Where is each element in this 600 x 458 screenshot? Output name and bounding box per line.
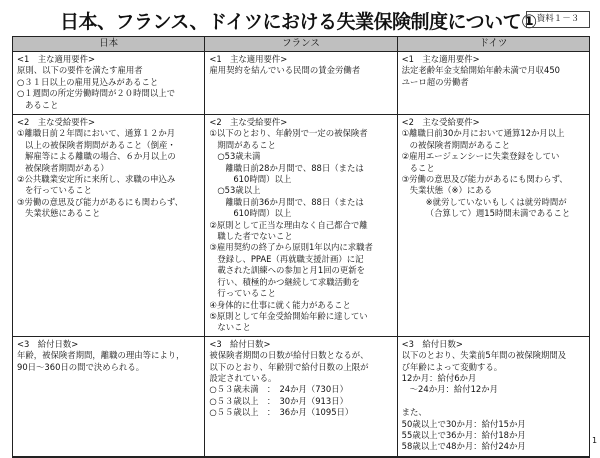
- text-line: また、: [401, 407, 427, 418]
- text-line: ②公共職業安定所に来所し、求職の申込み: [17, 174, 176, 185]
- text-line: 55歳以上で36か月：給付18か月: [401, 429, 526, 440]
- document-badge: 資料１－３: [526, 11, 590, 28]
- text-line: ユーロ超の労働者: [401, 76, 469, 87]
- section-heading: <2 主な受給要件>: [17, 117, 95, 127]
- text-line: 離職日前36か月間で、88日（または: [225, 196, 364, 207]
- cell-germany: [397, 336, 589, 457]
- cell-france: [205, 52, 397, 115]
- page-title: 日本、フランス、ドイツにおける失業保険制度について①: [60, 11, 537, 33]
- text-line: ④身体的に仕事に就く能力があること: [209, 299, 351, 310]
- text-line: ②雇用エージェンシーに失業登録をしてい: [401, 151, 560, 162]
- text-line: ○５３歳以上 ： 30か月（913日）: [209, 395, 348, 406]
- column-header-germany: ドイツ: [397, 37, 589, 52]
- section-heading: <1 主な適用要件>: [401, 54, 480, 64]
- section-heading: <2 主な受給要件>: [209, 117, 288, 127]
- text-line: 被保険者期間がある）: [25, 162, 109, 173]
- text-line: ○３１日以上の雇用見込みがあること: [17, 76, 159, 87]
- text-line: ないこと: [217, 322, 251, 333]
- section-heading: <3 給付日数>: [401, 338, 463, 349]
- text-line: び年齢によって変動する。: [401, 361, 503, 372]
- text-line: あること: [25, 99, 59, 110]
- section-heading: <3 給付日数>: [17, 338, 79, 349]
- text-line: ○53歳未満: [217, 151, 261, 162]
- text-line: ①離職日前30か月において通算12か月以上: [401, 128, 565, 139]
- row-benefit-requirements: [13, 115, 590, 337]
- text-line: 設定されている。: [209, 372, 277, 383]
- text-line: 90日～360日の間で決められる。: [17, 361, 145, 372]
- cell-germany: [397, 52, 589, 115]
- column-header-france: フランス: [205, 37, 397, 52]
- text-line: ○53歳以上: [217, 185, 261, 196]
- text-line: 610時間）以上: [233, 174, 292, 185]
- text-line: の被保険者期間があること: [409, 139, 511, 150]
- text-line: 50歳以上で30か月：給付15か月: [401, 418, 526, 429]
- text-line: 離職日前28か月間で、88日（または: [225, 162, 364, 173]
- cell-japan: [13, 336, 205, 457]
- text-line: 58歳以上で48か月：給付24か月: [401, 441, 526, 452]
- text-line: ③労働の意思及び能力があるにも関わらず、: [17, 196, 183, 207]
- text-line: ること: [409, 162, 435, 173]
- text-line: 610時間）以上: [233, 208, 292, 219]
- text-line: 載された訓練への参加と月1回の更新を: [217, 265, 366, 276]
- text-line: 雇用契約を結んでいる民間の賃金労働者: [209, 65, 361, 76]
- text-line: （合算して）週15時間未満であること: [425, 208, 571, 219]
- text-line: ※就労していないもしくは就労時間が: [425, 196, 567, 207]
- cell-japan: [13, 52, 205, 115]
- section-heading: <1 主な適用要件>: [209, 54, 288, 64]
- text-line: ①以下のとおり、年齢別で一定の被保険者: [209, 128, 368, 139]
- text-line: を行っていること: [25, 185, 92, 196]
- header-row: [13, 37, 590, 52]
- text-line: 失業状態（※）にある: [409, 185, 493, 196]
- text-line: 行っていること: [217, 288, 276, 299]
- text-line: 期間があること: [217, 139, 276, 150]
- text-line: ～24か月：給付12か月: [409, 384, 498, 395]
- section-heading: <2 主な受給要件>: [401, 117, 480, 127]
- text-line: ○５３歳未満 ： 24か月（730日）: [209, 384, 348, 395]
- text-line: 解雇等による離職の場合、６か月以上の: [25, 151, 176, 162]
- text-line: ○１週間の所定労働時間が２０時間以上で: [17, 88, 176, 99]
- row-coverage-requirements: [13, 52, 590, 115]
- text-line: 失業状態にあること: [25, 208, 101, 219]
- column-header-japan: 日本: [13, 37, 205, 52]
- cell-france: [205, 115, 397, 337]
- row-benefit-days: [13, 336, 590, 457]
- text-line: 被保険者期間の日数が給付日数となるが、: [209, 350, 369, 361]
- cell-france: [205, 336, 397, 457]
- text-line: 以下のとおり、年齢別で給付日数の上限が: [209, 361, 369, 372]
- text-line: ○５５歳以上 ： 36か月（1095日）: [209, 407, 354, 418]
- section-heading: <1 主な適用要件>: [17, 54, 95, 64]
- text-line: 原則、以下の要件を満たす雇用者: [17, 65, 143, 76]
- text-line: 職した者でないこと: [217, 231, 293, 242]
- page-number: 1: [592, 436, 598, 445]
- text-line: ③雇用契約の終了から原則1年以内に求職者: [209, 242, 373, 253]
- section-heading: <3 給付日数>: [209, 338, 271, 349]
- text-line: 年齢，被保険者期間，離職の理由等により，: [17, 350, 185, 361]
- comparison-table: [12, 36, 590, 458]
- text-line: ③労働の意思及び能力があるにも関わらず、: [401, 174, 568, 185]
- text-line: 法定老齢年金支給開始年齢未満で月収450: [401, 65, 561, 76]
- text-line: ⑤原則として年金受給開始年齢に達してい: [209, 310, 368, 321]
- text-line: 以上の被保険者期間があること（倒産・: [25, 139, 176, 150]
- text-line: ①離職日前２年間において、通算１２か月: [17, 128, 176, 139]
- cell-japan: [13, 115, 205, 337]
- text-line: [402, 396, 585, 407]
- cell-germany: [397, 115, 589, 337]
- text-line: ②原則として正当な理由なく自己都合で離: [209, 219, 368, 230]
- text-line: 行い、積極的かつ継続して求職活動を: [217, 276, 360, 287]
- text-line: 登録し、PPAE（再就職支援計画）に記: [217, 253, 364, 264]
- text-line: 以下のとおり、失業前5年間の被保険期間及: [401, 350, 567, 361]
- text-line: 12か月：給付6か月: [401, 372, 477, 383]
